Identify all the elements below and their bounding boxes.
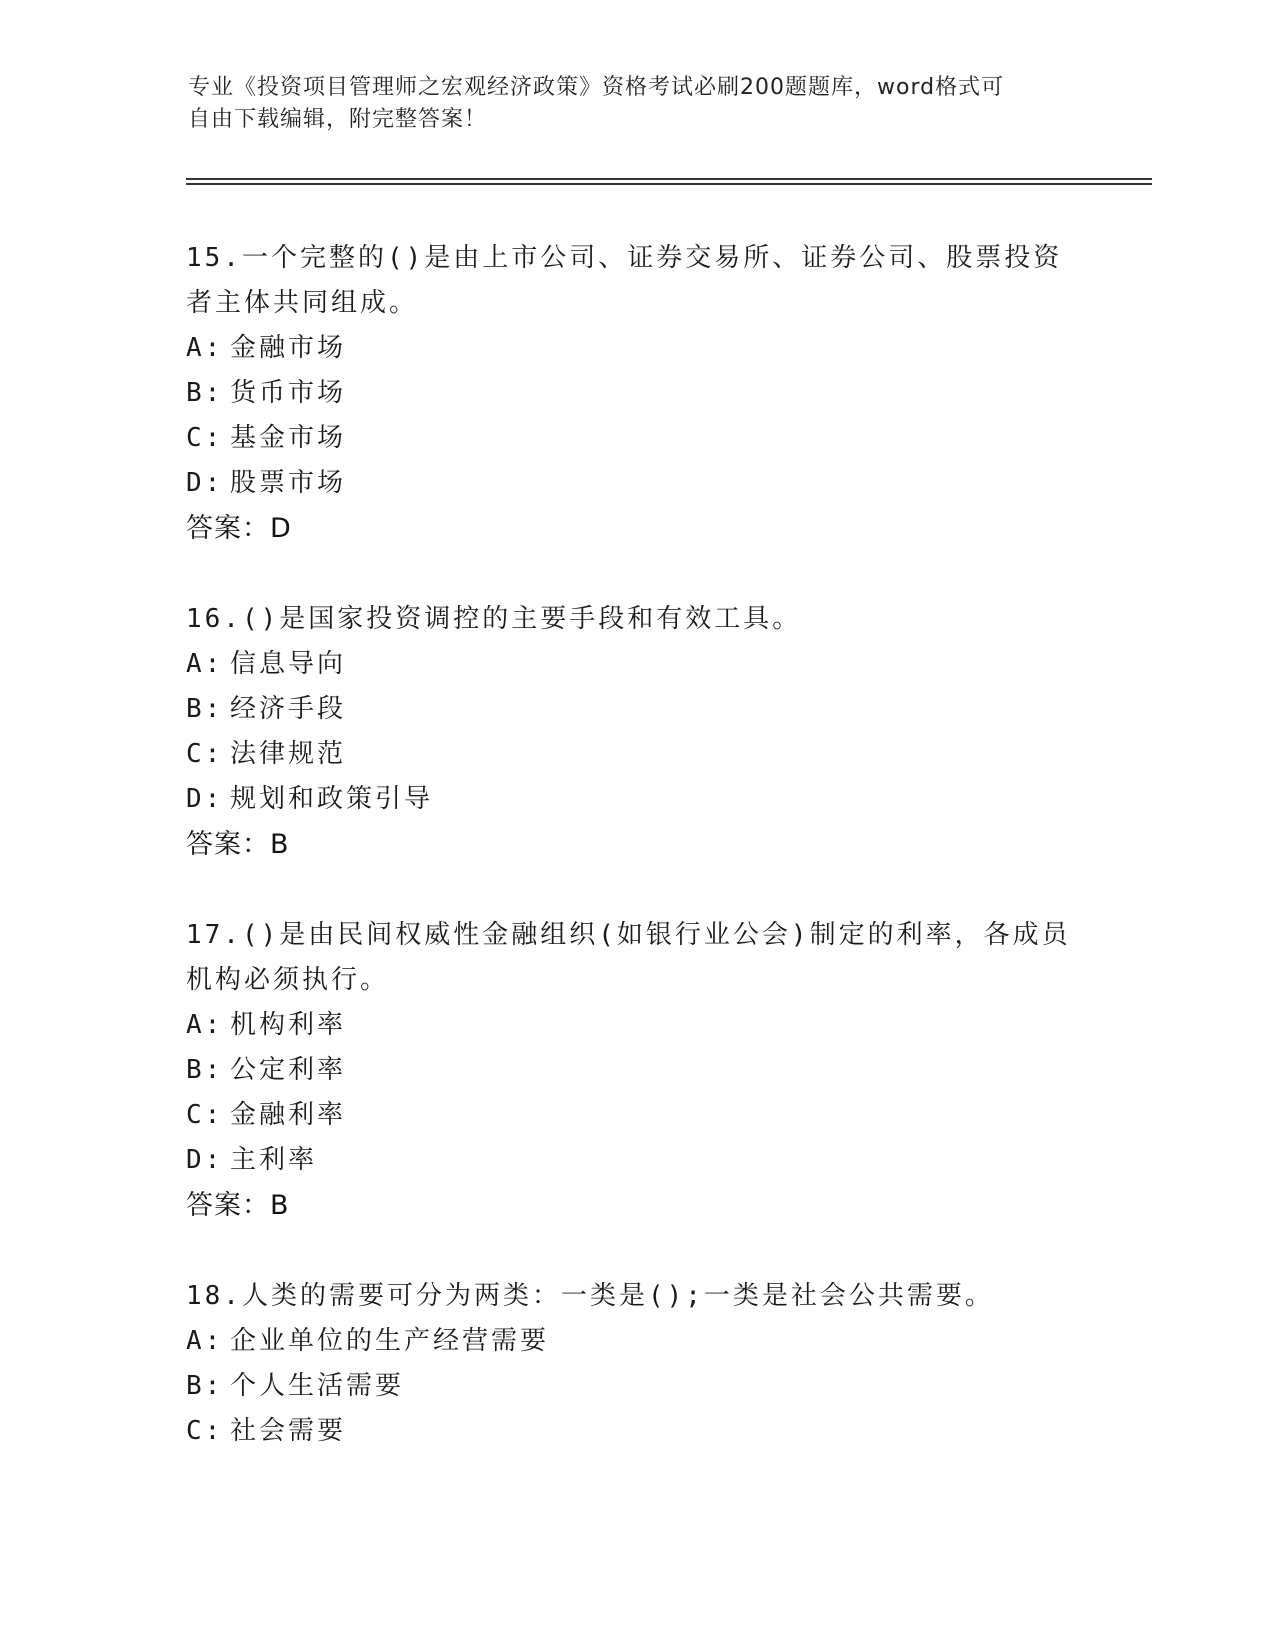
question-list — [186, 236, 1086, 1500]
option-text: 基金市场 — [230, 423, 347, 453]
option-text: 机构利率 — [230, 1010, 347, 1040]
option-a — [186, 1003, 1086, 1048]
answer-line: 答案：B — [186, 1190, 290, 1221]
option-letter: D: — [186, 784, 224, 814]
option-d — [186, 1138, 1086, 1183]
question-text: 17.()是由民间权威性金融组织(如银行业公会)制定的利率，各成员机构必须执行。 — [186, 920, 1071, 995]
header-divider-bottom — [186, 183, 1152, 185]
option-c — [186, 732, 1086, 777]
answer-line: 答案：B — [186, 829, 290, 860]
option-b — [186, 687, 1086, 732]
option-a — [186, 642, 1086, 687]
option-text: 规划和政策引导 — [230, 784, 434, 814]
option-letter: B: — [186, 694, 224, 724]
option-letter: A: — [186, 1010, 224, 1040]
question-17 — [186, 913, 1086, 1228]
document-header — [188, 72, 1068, 136]
option-letter: C: — [186, 423, 224, 453]
option-letter: A: — [186, 333, 224, 363]
option-d — [186, 461, 1086, 506]
option-text: 金融市场 — [230, 333, 347, 363]
question-text: 16.()是国家投资调控的主要手段和有效工具。 — [186, 604, 802, 634]
option-text: 企业单位的生产经营需要 — [230, 1326, 550, 1356]
option-letter: A: — [186, 1326, 224, 1356]
option-letter: C: — [186, 1100, 224, 1130]
option-letter: D: — [186, 1145, 224, 1175]
option-text: 经济手段 — [230, 694, 347, 724]
option-text: 个人生活需要 — [230, 1371, 405, 1401]
option-letter: B: — [186, 378, 224, 408]
option-letter: B: — [186, 1371, 224, 1401]
option-text: 股票市场 — [230, 468, 347, 498]
question-text: 15.一个完整的()是由上市公司、证券交易所、证券公司、股票投资者主体共同组成。 — [186, 243, 1063, 318]
option-text: 金融利率 — [230, 1100, 347, 1130]
option-text: 公定利率 — [230, 1055, 347, 1085]
option-a — [186, 1319, 1086, 1364]
option-text: 信息导向 — [230, 649, 347, 679]
option-letter: B: — [186, 1055, 224, 1085]
option-letter: A: — [186, 649, 224, 679]
option-letter: D: — [186, 468, 224, 498]
question-16 — [186, 597, 1086, 867]
option-text: 货币市场 — [230, 378, 347, 408]
option-c — [186, 1093, 1086, 1138]
header-line-2: 自由下载编辑，附完整答案！ — [188, 107, 488, 132]
option-text: 法律规范 — [230, 739, 347, 769]
option-c — [186, 1409, 1086, 1454]
question-text: 18.人类的需要可分为两类：一类是();一类是社会公共需要。 — [186, 1281, 994, 1311]
question-18 — [186, 1274, 1086, 1454]
header-divider-top — [186, 178, 1152, 180]
option-b — [186, 1048, 1086, 1093]
question-15 — [186, 236, 1086, 551]
option-text: 主利率 — [230, 1145, 318, 1175]
answer-line: 答案：D — [186, 513, 292, 544]
option-d — [186, 777, 1086, 822]
option-letter: C: — [186, 739, 224, 769]
option-letter: C: — [186, 1416, 224, 1446]
option-b — [186, 1364, 1086, 1409]
option-text: 社会需要 — [230, 1416, 347, 1446]
option-b — [186, 371, 1086, 416]
option-a — [186, 326, 1086, 371]
header-line-1: 专业《投资项目管理师之宏观经济政策》资格考试必刷200题题库，word格式可 — [188, 75, 1005, 100]
option-c — [186, 416, 1086, 461]
